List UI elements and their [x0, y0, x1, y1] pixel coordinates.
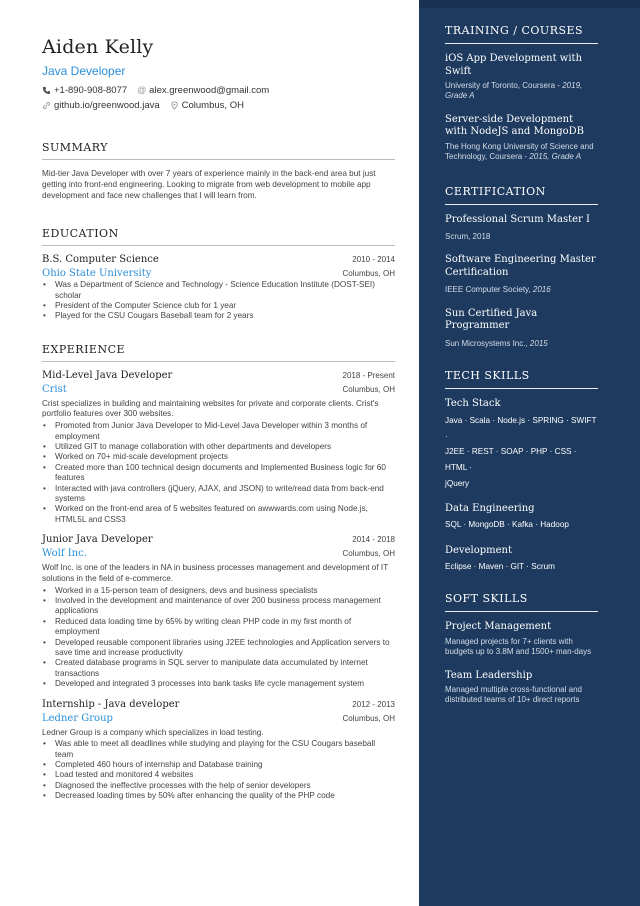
education-section [42, 227, 395, 322]
education-entry [42, 254, 395, 322]
job-location: Columbus, OH [342, 713, 395, 723]
skill-line: Java · Scala · Node.js · SPRING · SWIFT · [445, 416, 597, 441]
training-item [445, 114, 598, 163]
list-item: • Promoted from Junior Java Developer to Mid-Level Java Developer within 3 months of employment [42, 421, 395, 442]
skill-list [445, 517, 598, 533]
candidate-name: Aiden Kelly [42, 36, 154, 58]
course-date: 2019, Grade A [445, 81, 583, 101]
list-item: • Created database programs in SQL server to manipulate data accumulated by internet transactions [42, 658, 395, 679]
list-item: • Created more than 100 technical design documents and Implemented Business logic for 60 features [42, 463, 395, 484]
training-item [445, 53, 598, 102]
course-meta [445, 81, 598, 102]
website-contact[interactable] [42, 100, 160, 111]
job-dates: 2012 - 2013 [352, 699, 395, 709]
job-location: Columbus, OH [342, 384, 395, 394]
job-bullets [42, 739, 395, 801]
summary-title: SUMMARY [42, 141, 395, 160]
list-item: • Interacted with java controllers (jQuery, AJAX, and JSON) to write/read data from back-end systems [42, 484, 395, 505]
school-location: Columbus, OH [342, 269, 395, 279]
company-description: Ledner Group is a company which specializes in load testing. [42, 727, 264, 737]
list-item: • Played for the CSU Cougars Baseball team for 2 years [42, 311, 395, 321]
list-item: • Was a Department of Science and Technology - Science Education Institute (DOST-SEI) scholar [42, 280, 395, 301]
experience-entry-crist [42, 370, 395, 525]
skill-list [445, 413, 598, 491]
phone-icon [42, 86, 51, 95]
email-text: alex.greenwood@gmail.com [149, 85, 270, 96]
skill-line: SQL · MongoDB · Kafka · Hadoop [445, 520, 569, 530]
certification-org: IEEE Computer Society, [445, 285, 533, 295]
job-title: Junior Java Developer [42, 534, 153, 546]
list-item: • Load tested and monitored 4 websites [42, 770, 395, 780]
certification-org: Sun Microsystems Inc., [445, 338, 530, 348]
location-pin-icon [170, 101, 179, 110]
training-section [445, 24, 598, 163]
location-text: Columbus, OH [181, 100, 244, 111]
soft-skill-desc: Managed multiple cross-functional and distributed teams of 10+ direct reports [445, 685, 582, 705]
list-item: • Utilized GIT to manage collaboration with other departments and developers [42, 442, 395, 452]
job-title: Mid-Level Java Developer [42, 369, 173, 381]
education-title: EDUCATION [42, 227, 395, 246]
soft-skill-desc: Managed projects for 7+ clients with budgets up to 3.8M and 1500+ man-days [445, 636, 592, 657]
job-location: Columbus, OH [342, 549, 395, 559]
course-date: 2015, Grade A [529, 152, 582, 162]
course-meta [445, 142, 598, 163]
certification-meta [445, 232, 598, 242]
company-description: Wolf Inc. is one of the leaders in NA in business processes management and development of IT solutions in the field of e-commerce. [42, 563, 389, 583]
summary-section [42, 141, 395, 201]
skill-group-name: Development [445, 544, 512, 556]
phone-contact[interactable] [42, 85, 127, 96]
certification-meta [445, 285, 598, 295]
job-bullets [42, 586, 395, 690]
certification-name: Professional Scrum Master I [445, 213, 590, 225]
course-org: The Hong Kong University of Science and Technology, Coursera - [445, 141, 594, 162]
company-description: Crist specializes in building and maintaining websites for private and corporate clients. Crist's portfolio features over 300 websites. [42, 398, 379, 419]
skill-line: J2EE · REST · SOAP · PHP · CSS · HTML · [445, 447, 577, 472]
experience-section [42, 343, 395, 802]
company-name: Ledner Group [42, 712, 113, 724]
soft-skill-name: Team Leadership [445, 669, 533, 681]
company-name: Wolf Inc. [42, 548, 87, 560]
location-contact [170, 100, 244, 111]
list-item: • Worked in a 15-person team of designers, devs and business specialists [42, 586, 395, 596]
tech-skills-section [445, 369, 598, 574]
training-title: TRAINING / COURSES [445, 24, 598, 44]
certification-meta [445, 339, 598, 349]
certification-title: CERTIFICATION [445, 185, 598, 205]
certification-date: 2016 [532, 285, 551, 295]
job-bullets [42, 421, 395, 525]
tech-skills-title: TECH SKILLS [445, 369, 598, 389]
summary-text: Mid-tier Java Developer with over 7 years of experience mainly in the back-end area but just getting into front-end engineering. Looking to migrate from web development to mobile app development and face new challenges that I will learn from. [42, 169, 376, 201]
link-icon [42, 101, 51, 110]
course-org: University of Toronto, Coursera - [445, 81, 563, 90]
certification-item [445, 214, 598, 243]
experience-entry-ledner [42, 699, 395, 802]
list-item: • Worked on the front-end area of 5 websites featured on awwwards.com using Node.js, HTML5L and CSS3 [42, 504, 395, 525]
skill-line: jQuery [445, 478, 470, 488]
experience-title: EXPERIENCE [42, 343, 395, 362]
list-item: • Involved in the development and maintenance of over 200 business process management applications [42, 596, 395, 617]
contact-info [42, 85, 395, 111]
email-contact[interactable] [137, 85, 269, 96]
list-item: • Completed 460 hours of internship and Database training [42, 760, 395, 770]
list-item: • Developed reusable component libraries using J2EE technologies and Application servers to save time and increase productivity [42, 638, 395, 659]
skill-line: Eclipse · Maven · GIT · Scrum [445, 561, 555, 571]
list-item: • President of the Computer Science club for 1 year [42, 301, 395, 311]
job-dates: 2018 - Present [342, 370, 395, 380]
candidate-role: Java Developer [42, 64, 126, 78]
certification-name: Software Engineering Master Certification [445, 254, 596, 278]
list-item: • Was able to meet all deadlines while studying and playing for the CSU Cougars baseball team [42, 739, 395, 760]
skill-list [445, 559, 598, 575]
list-item: • Developed and integrated 3 processes into bank tasks life cycle management system [42, 679, 395, 689]
list-item: • Diagnosed the ineffective processes with the help of senior developers [42, 781, 395, 791]
skill-group-name: Tech Stack [445, 398, 501, 410]
course-name: Server-side Development with NodeJS and MongoDB [445, 113, 584, 138]
school-name: Ohio State University [42, 268, 152, 280]
at-icon: @ [137, 85, 147, 95]
skill-group [445, 545, 598, 575]
skill-group [445, 503, 598, 533]
degree: B.S. Computer Science [42, 254, 159, 266]
experience-entry-wolf [42, 534, 395, 689]
soft-skills-section [445, 592, 598, 706]
course-name: iOS App Development with Swift [445, 53, 583, 77]
job-title: Internship - Java developer [42, 698, 180, 710]
education-dates: 2010 - 2014 [352, 255, 395, 265]
list-item: • Reduced data loading time by 65% by writing clean PHP code in my first month of employment [42, 617, 395, 638]
education-bullets [42, 280, 395, 322]
soft-skills-title: SOFT SKILLS [445, 592, 598, 612]
soft-skill-item [445, 621, 598, 657]
certification-name: Sun Certified Java Programmer [445, 307, 538, 332]
soft-skill-name: Project Management [445, 621, 552, 633]
sidebar-top-band [419, 0, 640, 8]
certification-item [445, 254, 598, 295]
company-name: Crist [42, 383, 67, 395]
resume-header [42, 36, 395, 111]
list-item: • Decreased loading times by 50% after enhancing the quality of the PHP code [42, 791, 395, 801]
skill-group-name: Data Engineering [445, 503, 535, 515]
list-item: • Worked on 70+ mid-scale development projects [42, 452, 395, 462]
sidebar-column [419, 0, 640, 906]
skill-group [445, 398, 598, 491]
certification-section [445, 185, 598, 350]
certification-org: Scrum, 2018 [445, 232, 491, 242]
soft-skill-item [445, 670, 598, 706]
website-text: github.io/greenwood.java [54, 100, 160, 111]
certification-item [445, 308, 598, 349]
phone-text: +1-890-908-8077 [54, 85, 128, 96]
job-dates: 2014 - 2018 [352, 535, 395, 545]
certification-date: 2015 [529, 338, 548, 348]
